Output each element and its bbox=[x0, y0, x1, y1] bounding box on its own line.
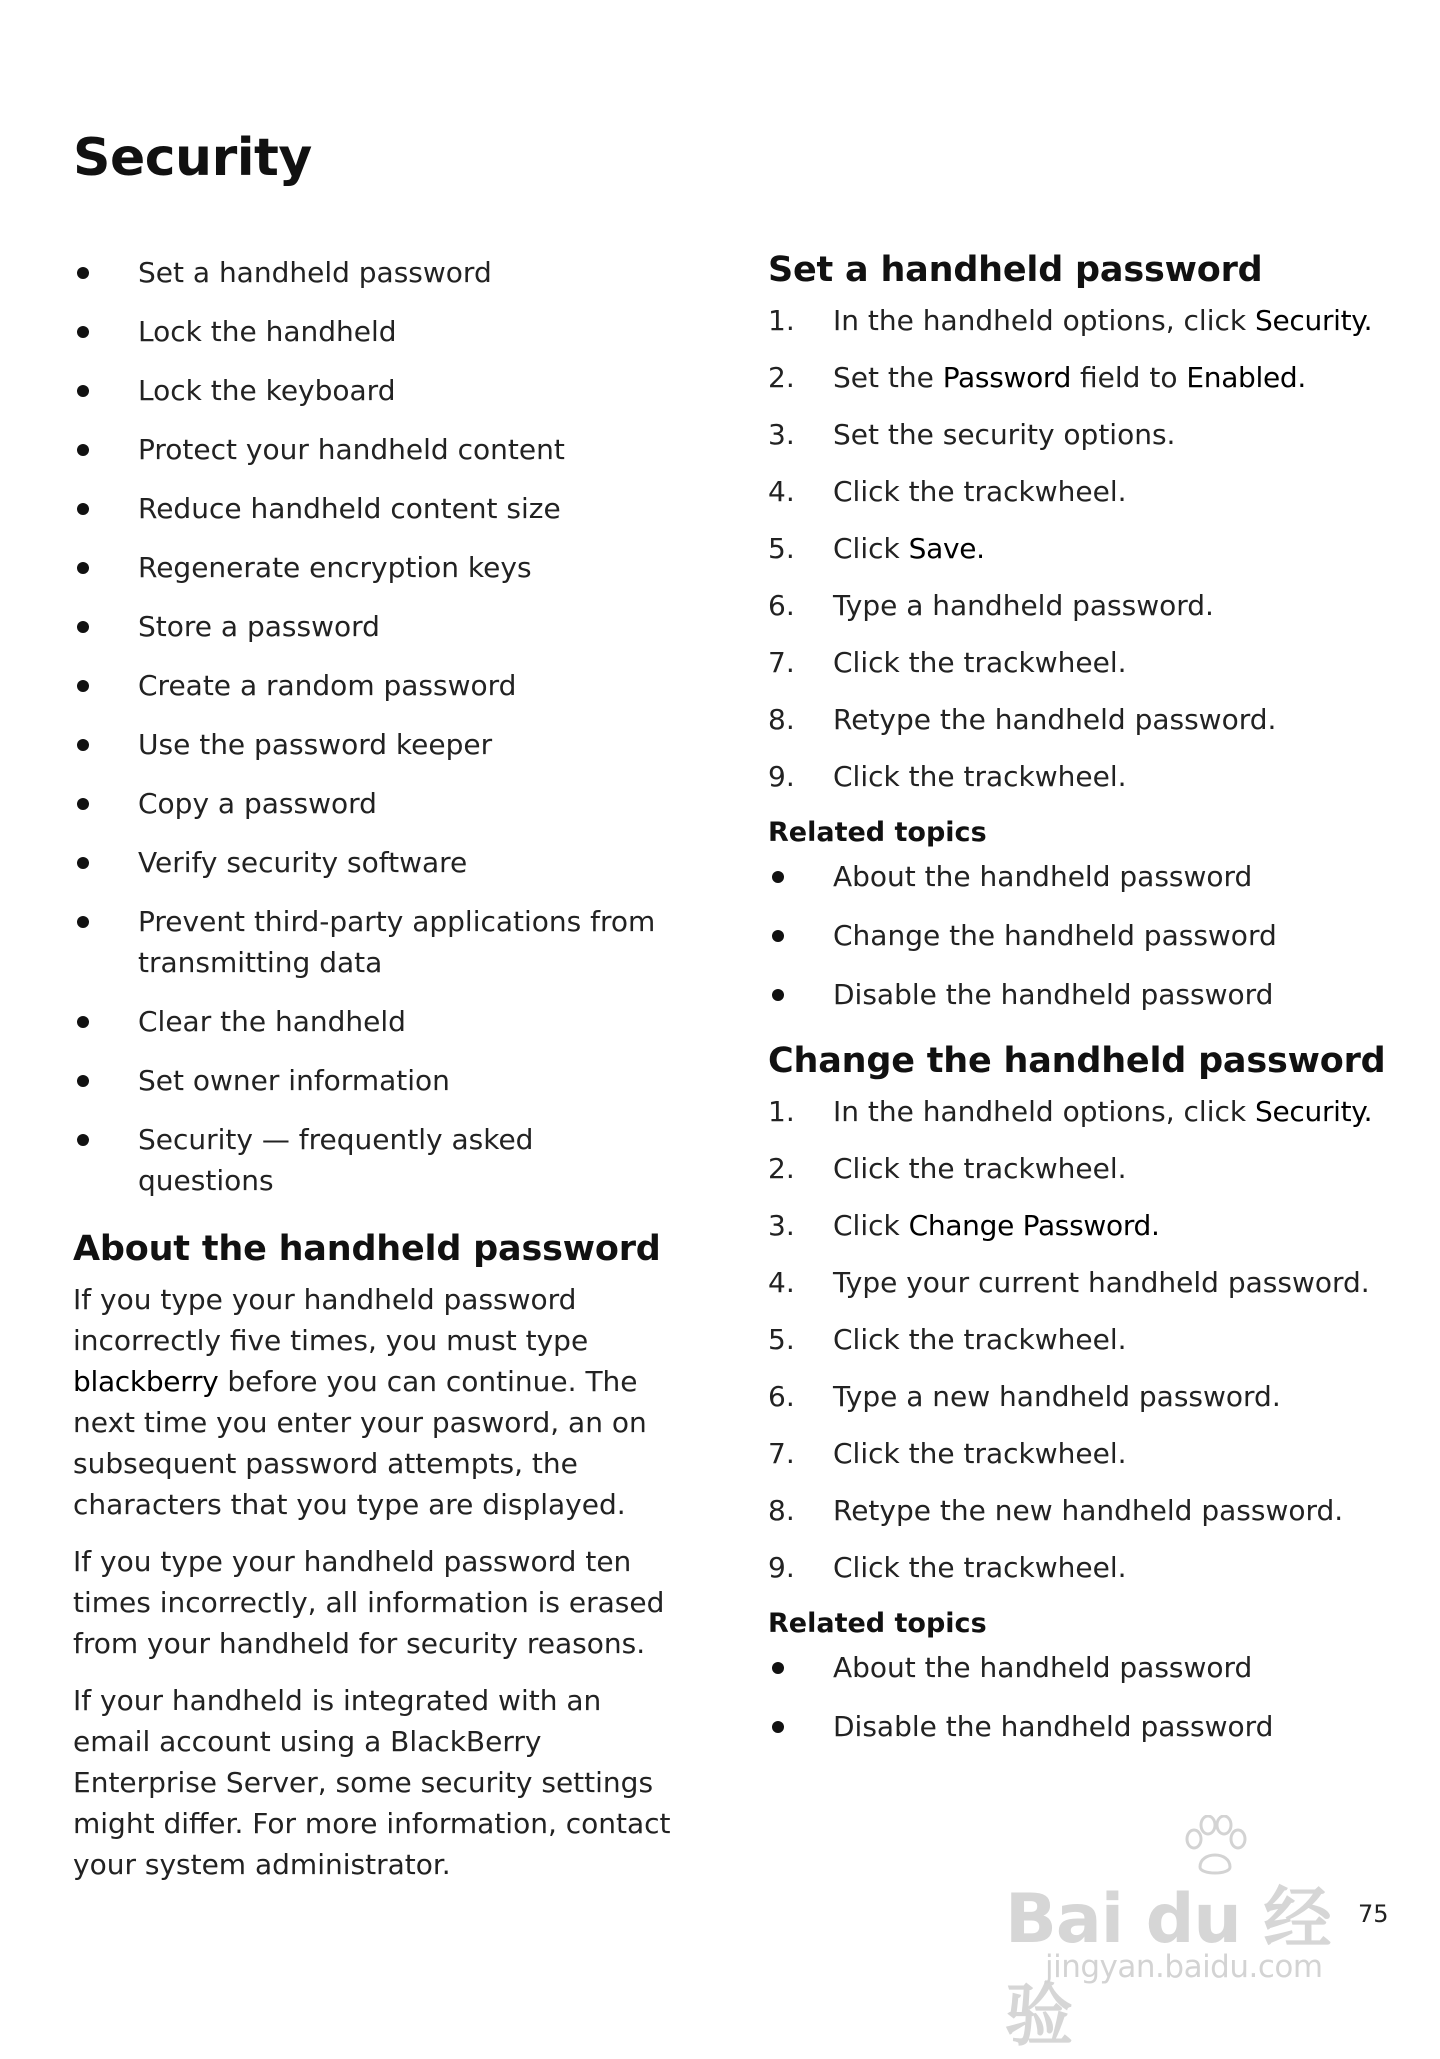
step-number: 7. bbox=[768, 1437, 795, 1470]
step-number: 6. bbox=[768, 589, 795, 622]
step-number: 5. bbox=[768, 1323, 795, 1356]
step-item bbox=[768, 756, 1408, 797]
bullet-icon bbox=[77, 326, 89, 338]
paragraph-text: before you can continue. The next time you enter your pasword, an on subsequent password attempts, the characters that you type are displayed. bbox=[73, 1365, 647, 1521]
bullet-icon bbox=[77, 857, 89, 869]
ui-term: blackberry bbox=[73, 1365, 219, 1398]
ui-term: Change Password. bbox=[908, 1209, 1160, 1242]
step-item bbox=[768, 1490, 1408, 1531]
step-item bbox=[768, 1262, 1408, 1303]
step-text: Set the bbox=[833, 361, 943, 394]
step-number: 3. bbox=[768, 418, 795, 451]
watermark-url: jingyan.baidu.com bbox=[1045, 1949, 1323, 1985]
step-number: 5. bbox=[768, 532, 795, 565]
step-text: Click the trackwheel. bbox=[833, 760, 1127, 793]
list-item bbox=[73, 901, 673, 983]
step-text: Retype the new handheld password. bbox=[833, 1494, 1344, 1527]
list-item bbox=[73, 547, 673, 588]
step-item bbox=[768, 300, 1408, 341]
bullet-icon bbox=[77, 503, 89, 515]
step-item bbox=[768, 1547, 1408, 1588]
step-number: 3. bbox=[768, 1209, 795, 1242]
step-text: Click the trackwheel. bbox=[833, 1551, 1127, 1584]
right-column bbox=[768, 250, 1408, 1765]
topic-link[interactable]: Store a password bbox=[138, 610, 380, 643]
list-item bbox=[768, 974, 1408, 1015]
watermark-brand: Bai du 经验 bbox=[1005, 1880, 1331, 2056]
step-item bbox=[768, 1091, 1408, 1132]
step-text: field to bbox=[1071, 361, 1187, 394]
list-item bbox=[73, 724, 673, 765]
left-column bbox=[73, 252, 673, 1901]
step-item bbox=[768, 1148, 1408, 1189]
related-topic-link[interactable]: About the handheld password bbox=[833, 860, 1253, 893]
bullet-icon bbox=[772, 1721, 784, 1733]
related-topics-heading: Related topics bbox=[768, 817, 987, 848]
bullet-icon bbox=[772, 989, 784, 1001]
ui-term: Enabled. bbox=[1186, 361, 1307, 394]
page-number: 75 bbox=[1358, 1900, 1389, 1928]
page-title: Security bbox=[73, 128, 312, 188]
step-item bbox=[768, 1433, 1408, 1474]
step-number: 2. bbox=[768, 361, 795, 394]
set-password-heading: Set a handheld password bbox=[768, 250, 1263, 290]
list-item bbox=[768, 1706, 1408, 1747]
bullet-icon bbox=[77, 916, 89, 928]
step-text: Click bbox=[833, 1209, 909, 1242]
step-item bbox=[768, 1376, 1408, 1417]
bullet-icon bbox=[77, 680, 89, 692]
change-password-heading: Change the handheld password bbox=[768, 1041, 1386, 1081]
step-item bbox=[768, 699, 1408, 740]
bullet-icon bbox=[772, 1662, 784, 1674]
list-item bbox=[73, 488, 673, 529]
step-text: Click the trackwheel. bbox=[833, 475, 1127, 508]
list-item bbox=[73, 252, 673, 293]
list-item bbox=[768, 856, 1408, 897]
related-topic-link[interactable]: Change the handheld password bbox=[833, 919, 1277, 952]
baidu-watermark bbox=[1005, 1815, 1385, 2056]
step-item bbox=[768, 414, 1408, 455]
step-item bbox=[768, 1205, 1408, 1246]
step-item bbox=[768, 642, 1408, 683]
step-number: 8. bbox=[768, 703, 795, 736]
topic-link[interactable]: Clear the handheld bbox=[138, 1005, 406, 1038]
list-item bbox=[73, 842, 673, 883]
set-password-steps bbox=[768, 300, 1408, 797]
step-text: Click the trackwheel. bbox=[833, 1152, 1127, 1185]
topic-link[interactable]: Lock the keyboard bbox=[138, 374, 396, 407]
step-text: Click bbox=[833, 532, 909, 565]
ui-term: Security. bbox=[1255, 1095, 1373, 1128]
topic-link[interactable]: Set owner information bbox=[138, 1064, 450, 1097]
related-topics-list bbox=[768, 856, 1408, 1015]
topic-link[interactable]: Regenerate encryption keys bbox=[138, 551, 532, 584]
list-item bbox=[73, 370, 673, 411]
step-text: Type a new handheld password. bbox=[833, 1380, 1281, 1413]
topic-list bbox=[73, 252, 673, 1201]
bullet-icon bbox=[77, 267, 89, 279]
list-item bbox=[73, 606, 673, 647]
bullet-icon bbox=[77, 1016, 89, 1028]
step-number: 9. bbox=[768, 760, 795, 793]
step-number: 1. bbox=[768, 1095, 795, 1128]
topic-link[interactable]: Verify security software bbox=[138, 846, 468, 879]
topic-link[interactable]: Set a handheld password bbox=[138, 256, 492, 289]
related-topics-heading: Related topics bbox=[768, 1608, 987, 1639]
step-item bbox=[768, 585, 1408, 626]
step-text: Click the trackwheel. bbox=[833, 1323, 1127, 1356]
topic-link[interactable]: Create a random password bbox=[138, 669, 517, 702]
list-item bbox=[768, 915, 1408, 956]
bullet-icon bbox=[77, 1134, 89, 1146]
step-number: 4. bbox=[768, 475, 795, 508]
step-item bbox=[768, 357, 1408, 398]
bullet-icon bbox=[77, 562, 89, 574]
related-topic-link[interactable]: Disable the handheld password bbox=[833, 1710, 1274, 1743]
list-item bbox=[73, 1119, 673, 1201]
step-text: Type a handheld password. bbox=[833, 589, 1214, 622]
bullet-icon bbox=[772, 871, 784, 883]
list-item bbox=[73, 429, 673, 470]
ui-term: Password bbox=[942, 361, 1072, 394]
ui-term: Security. bbox=[1255, 304, 1373, 337]
step-text: Click the trackwheel. bbox=[833, 1437, 1127, 1470]
step-number: 2. bbox=[768, 1152, 795, 1185]
step-text: Type your current handheld password. bbox=[833, 1266, 1370, 1299]
about-paragraph-1 bbox=[73, 1279, 673, 1525]
step-item bbox=[768, 528, 1408, 569]
step-number: 1. bbox=[768, 304, 795, 337]
about-paragraph-2: If you type your handheld password ten times incorrectly, all information is erased from your handheld for security reasons. bbox=[73, 1545, 665, 1660]
step-text: In the handheld options, click bbox=[833, 1095, 1255, 1128]
bullet-icon bbox=[77, 621, 89, 633]
list-item bbox=[73, 783, 673, 824]
step-number: 6. bbox=[768, 1380, 795, 1413]
topic-link[interactable]: Reduce handheld content size bbox=[138, 492, 561, 525]
step-text: In the handheld options, click bbox=[833, 304, 1255, 337]
about-heading: About the handheld password bbox=[73, 1229, 661, 1269]
step-text: Set the security options. bbox=[833, 418, 1176, 451]
step-text: Click the trackwheel. bbox=[833, 646, 1127, 679]
step-number: 4. bbox=[768, 1266, 795, 1299]
topic-link[interactable]: Prevent third-party applications from transmitting data bbox=[138, 905, 656, 979]
paragraph-text: If you type your handheld password incorrectly five times, you must type bbox=[73, 1283, 589, 1357]
step-text: Retype the handheld password. bbox=[833, 703, 1277, 736]
step-number: 8. bbox=[768, 1494, 795, 1527]
bullet-icon bbox=[77, 798, 89, 810]
list-item bbox=[73, 1060, 673, 1101]
step-number: 7. bbox=[768, 646, 795, 679]
topic-link[interactable]: Use the password keeper bbox=[138, 728, 493, 761]
topic-link[interactable]: Lock the handheld bbox=[138, 315, 397, 348]
related-topic-link[interactable]: About the handheld password bbox=[833, 1651, 1253, 1684]
about-paragraph-3: If your handheld is integrated with an email account using a BlackBerry Enterprise Server, some security settings might differ. For more information, contact your system administrator. bbox=[73, 1684, 671, 1881]
bullet-icon bbox=[77, 1075, 89, 1087]
step-number: 9. bbox=[768, 1551, 795, 1584]
related-topic-link[interactable]: Disable the handheld password bbox=[833, 978, 1274, 1011]
topic-link[interactable]: Copy a password bbox=[138, 787, 377, 820]
step-item bbox=[768, 471, 1408, 512]
bullet-icon bbox=[77, 385, 89, 397]
list-item bbox=[768, 1647, 1408, 1688]
topic-link[interactable]: Protect your handheld content bbox=[138, 433, 565, 466]
list-item bbox=[73, 1001, 673, 1042]
related-topics-list bbox=[768, 1647, 1408, 1747]
change-password-steps bbox=[768, 1091, 1408, 1588]
bullet-icon bbox=[772, 930, 784, 942]
topic-link[interactable]: Security — frequently asked questions bbox=[138, 1123, 534, 1197]
list-item bbox=[73, 665, 673, 706]
step-item bbox=[768, 1319, 1408, 1360]
bullet-icon bbox=[77, 739, 89, 751]
bullet-icon bbox=[77, 444, 89, 456]
ui-term: Save. bbox=[908, 532, 985, 565]
list-item bbox=[73, 311, 673, 352]
